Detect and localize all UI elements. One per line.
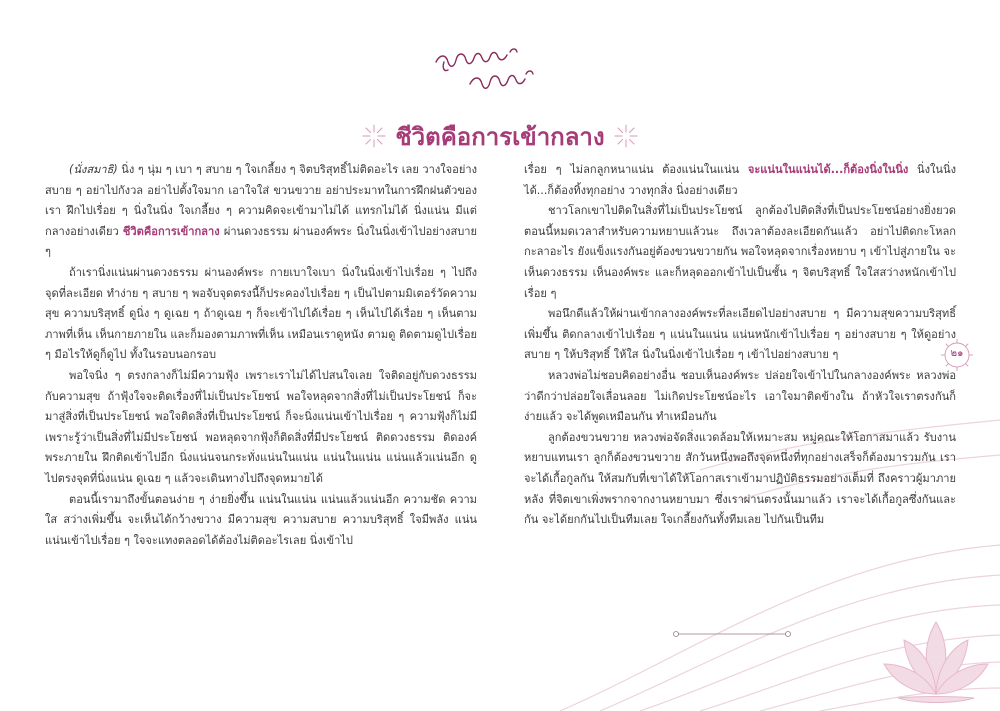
paragraph: ตอนนี้เรามาถึงขั้นตอนง่าย ๆ ง่ายยิ่งขึ้น แน่นในแน่น แน่นแล้วแน่นอีก ความชัด ความใส สว่างเพิ่มขึ้น จะเห็นได้กว้างขวาง มีความสุข ความสบาย ความบริสุทธิ์ ใจมีพลัง แน่น แน่นเข้าไปเรื่อย ๆ ใจจะแทงตลอดได้ต้องไม่ติดอะไรเลย นิ่งเข้าไป	[45, 492, 477, 547]
paragraph-text: เรื่อย ๆ ไม่ลกลูกหนาแน่น ต้องแน่นในแน่น	[524, 163, 748, 176]
highlighted-phrase: ชีวิตคือการเข้ากลาง	[122, 224, 220, 238]
end-ornament-line	[672, 629, 792, 639]
paragraph: ถ้าเรานิ่งแน่นผ่านดวงธรรม ผ่านองค์พระ กายเบาใจเบา นิ่งในนิ่งเข้าไปเรื่อย ๆ ไปถึงจุดที่ละเอียด ทำง่าย ๆ สบาย ๆ พอจับจุดตรงนี้ก็ประคองไปเรื่อย ๆ เป็นไปตามมิเตอร์วัดความสุข ความบริสุทธิ์ ดูนิ่ง ๆ ดูเฉย ๆ ถ้าดูเฉย ๆ ก็จะเข้าไปได้เรื่อย ๆ เห็นไปได้เรื่อย ๆ เห็นตามภาพที่เห็น เห็นกายภายใน และก็มองตามภาพที่เห็น เหมือนเราดูหนัง ตามดู ติดตามดูไปเรื่อย ๆ มือไรให้ดูก็ดูไป ทั้งในรอบนอกรอบ	[45, 265, 477, 362]
italic-lead: (นั่งสมาธิ)	[69, 163, 118, 176]
page-number: ๒๑	[950, 348, 964, 359]
paragraph: พอนึกดีแล้วให้ผ่านเข้ากลางองค์พระที่ละเอียดไปอย่างสบาย ๆ มีความสุขความบริสุทธิ์เพิ่มขึ้น ติดกลางเข้าไปเรื่อย ๆ แน่นในแน่น แน่นหนักเข้าไปเรื่อย ๆ อย่างสบาย ๆ ให้ดูอย่างสบาย ๆ ให้บริสุทธิ์ ให้ใส นิ่งในนิ่งเข้าไปเรื่อย ๆ เข้าไปอย่างสบาย ๆ	[524, 307, 956, 362]
right-text-column	[524, 160, 956, 531]
signature-logo	[430, 40, 540, 96]
paragraph: หลวงพ่อไม่ชอบคิดอย่างอื่น ชอบเห็นองค์พระ ปล่อยใจเข้าไปในกลางองค์พระ หลวงพ่อว่าดีกว่าปล่อยใจเลื่อนลอย ไม่เกิดประโยชน์อะไร เอาใจมาติดข้างใน ถ้าหัวใจเราตรงกันก็ง่ายแล้ว จะได้พูดเหมือนกัน ทำเหมือนกัน	[524, 368, 956, 424]
paragraph: ชาวโลกเขาไปติดในสิ่งที่ไม่เป็นประโยชน์ ลูกต้องไปติดสิ่งที่เป็นประโยชน์อย่างยิ่งยวด ตอนนี้หมดเวลาสำหรับความหยาบแล้วนะ ถึงเวลาต้องละเอียดกันแล้ว อย่าไปติดกะโหลกกะลาอะไร ยังแข็งแรงกันอยู่ต้องขวนขวายกัน พอใจหลุดจากเรื่องหยาบ ๆ เข้าไปสู่ภายใน จะเห็นดวงธรรม เห็นองค์พระ และก็หลุดออกเข้าไปเป็นชั้น ๆ จิตบริสุทธิ์ ใจใสสว่างหนักเข้าไปเรื่อย ๆ	[524, 204, 956, 300]
paragraph-text: ผ่านดวงธรรม ผ่านองค์พระ นิ่งในนิ่งเข้าไปอย่างสบาย ๆ	[45, 224, 477, 259]
paragraph	[45, 160, 477, 263]
sparkle-ornament-icon	[361, 123, 387, 149]
left-text-column	[45, 160, 477, 551]
page-title: ชีวิตคือการเข้ากลาง	[395, 122, 605, 151]
paragraph-text: นิ่งในนิ่งได้...ก็ต้องทิ้งทุกอย่าง วางทุกสิ่ง นิ่งอย่างเดียว	[524, 163, 957, 197]
paragraph: ลูกต้องขวนขวาย หลวงพ่อจัดสิ่งแวดล้อมให้เหมาะสม หมู่คณะให้โอกาสมาแล้ว รับงานหยาบแทนเรา ลูกก็ต้องขวนขวาย สักวันหนึ่งพอถึงจุดหนึ่งที่ทุกอย่างเสร็จก็ต้องมารวมกัน เราจะได้เกื้อกูลกัน ให้สมกับที่เขาได้ให้โอกาสเราเข้ามาปฏิบัติธรรมอย่างเต็มที่ ถึงคราวผู้มาภายหลัง ที่จิตเขาเพิ่งพรากจากงานหยาบมา ซึ่งเราผ่านตรงนั้นมาแล้ว เราจะได้เกื้อกูลซึ่งกันและกัน จะได้ยกกันไปเป็นทีมเลย ใจเกลี้ยงกันทั้งทีมเลย ไปกันเป็นทีม	[524, 430, 956, 527]
title-row	[0, 116, 1000, 156]
paragraph	[524, 160, 956, 201]
paragraph-text: นิ่ง ๆ นุ่ม ๆ เบา ๆ สบาย ๆ ใจเกลี้ยง ๆ จิตบริสุทธิ์ไม่ติดอะไร เลย วางใจอย่างสบาย ๆ อย่าไปกังวล อย่าไปตั้งใจมาก เอาใจใส่ ขวนขวาย อย่าประมาทในการฝึกฝนตัวของเรา ฝึกไปเรื่อย ๆ นิ่งในนิ่ง ใจเกลี้ยง ๆ ความคิดจะเข้ามาไม่ได้ แทรกไม่ได้ นิ่งแน่น มีแต่กลางอย่างเดียว	[45, 163, 477, 238]
sparkle-ornament-icon	[613, 123, 639, 149]
highlighted-phrase: จะแน่นในแน่นได้...ก็ต้องนิ่งในนิ่ง	[747, 163, 909, 176]
lotus-flower-icon	[878, 612, 994, 708]
paragraph: พอใจนิ่ง ๆ ตรงกลางก็ไม่มีความฟุ้ง เพราะเราไม่ได้ไปสนใจเลย ใจติดอยู่กับดวงธรรมกับความสุข ถ้าฟุ้งใจจะติดเรื่องที่ไม่เป็นประโยชน์ พอใจหลุดจากสิ่งที่ไม่เป็นประโยชน์ ก็จะมาสู่สิ่งที่เป็นประโยชน์ พอใจติดสิ่งที่เป็นประโยชน์ ก็จะนิ่งแน่นเข้าไปเรื่อย ๆ ความฟุ้งก็ไม่มี เพราะรู้ว่าเป็นสิ่งที่ไม่มีประโยชน์ พอหลุดจากฟุ้งก็ติดสิ่งที่มีประโยชน์ ติดดวงธรรม ติดองค์พระภายใน ฝึกติดเข้าไปอีก นิ่งแน่นจนกระทั่งแน่นในแน่น แน่นในแน่น แน่นแล้วแน่นอีก ดูไปตรงจุดที่นิ่งแน่น ดูเฉย ๆ แล้วจะเดินทางไปถึงจุดหมายได้	[45, 368, 477, 485]
